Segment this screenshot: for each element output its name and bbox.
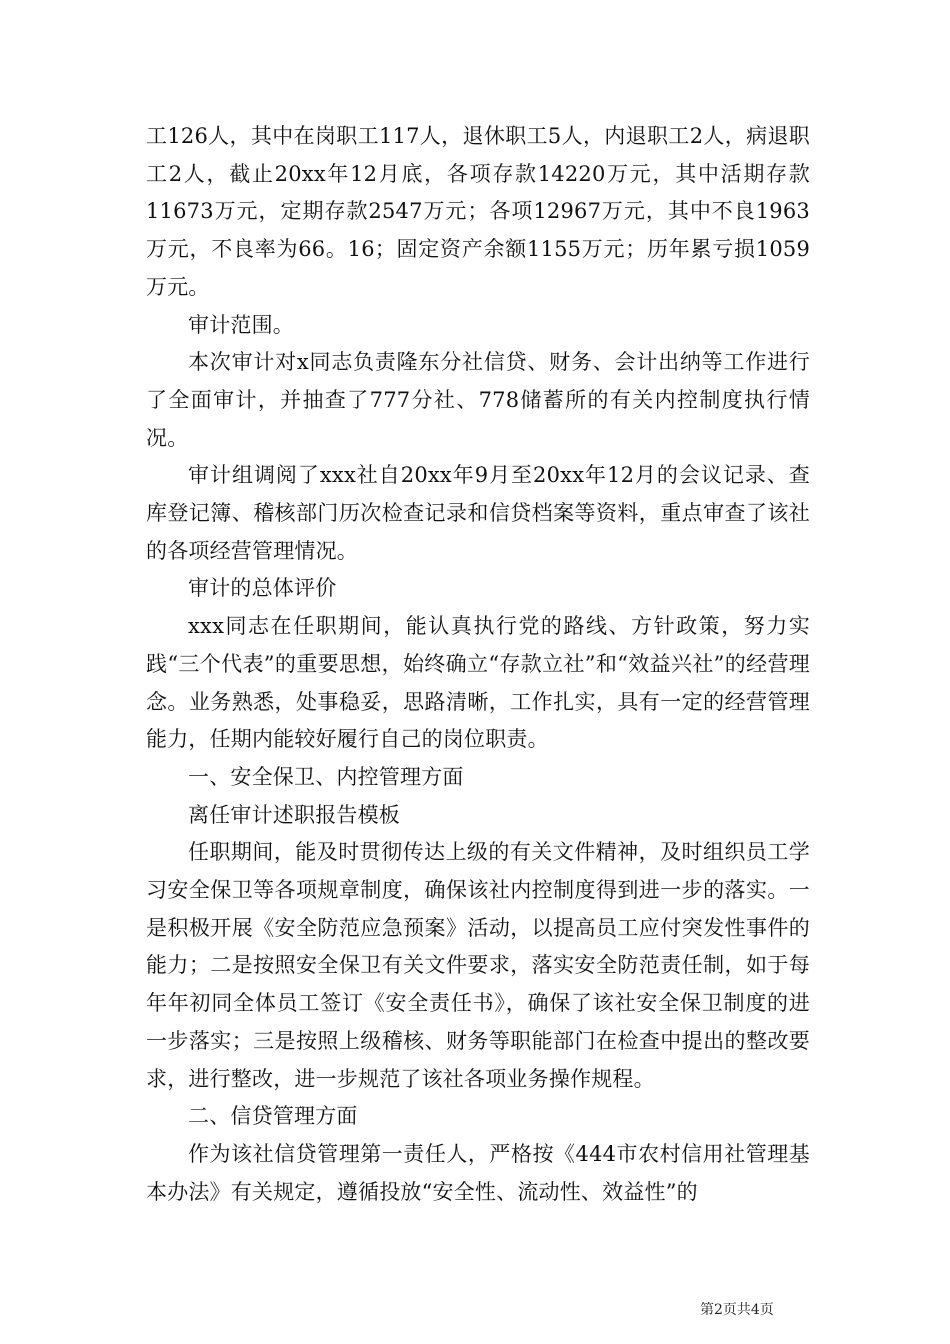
paragraph-security-measures: 任职期间，能及时贯彻传达上级的有关文件精神，及时组织员工学习安全保卫等各项规章制度，确保该社内控制度得到进一步的落实。一是积极开展《安全防范应急预案》活动，以提高员工应付突发性事件的能力；二是按照安全保卫有关文件要求，落实安全防范责任制，如于每年年初同全体员工签订《安全责任书》，确保了该社安全保卫制度的进一步落实；三是按照上级稽核、财务等职能部门在检查中提出的整改要求，进行整改，进一步规范了该社各项业务操作规程。	[146, 840, 810, 1091]
paragraph-credit-management: 作为该社信贷管理第一责任人，严格按《444市农村信用社管理基本办法》有关规定，遵循投放“安全性、流动性、效益性”的	[146, 1141, 810, 1204]
paragraph-overall-evaluation: xxx同志在任职期间，能认真执行党的路线、方针政策，努力实践“三个代表”的重要思想，始终确立“存款立社”和“效益兴社”的经营理念。业务熟悉，处事稳妥，思路清晰，工作扎实，具有一定的经营管理能力，任期内能较好履行自己的岗位职责。	[146, 614, 810, 752]
heading-audit-scope: 审计范围。	[188, 312, 294, 337]
heading-credit-management: 二、信贷管理方面	[188, 1104, 358, 1129]
paragraph-staff-and-deposits: 工126人，其中在岗职工117人，退休职工5人，内退职工2人，病退职工2人，截止20xx年12月底，各项存款14220万元，其中活期存款11673万元，定期存款2547万元；各项12967万元，其中不良1963万元，不良率为66。16；固定资产余额1155万元；历年累亏损1059万元。	[146, 124, 810, 299]
document-body	[146, 118, 810, 1211]
paragraph-audit-review: 审计组调阅了xxx社自20xx年9月至20xx年12月的会议记录、查库登记簿、稽核部门历次检查记录和信贷档案等资料，重点审查了该社的各项经营管理情况。	[146, 463, 810, 563]
heading-security-internal-control: 一、安全保卫、内控管理方面	[188, 764, 464, 789]
paragraph-audit-coverage: 本次审计对x同志负责隆东分社信贷、财务、会计出纳等工作进行了全面审计，并抽查了777分社、778储蓄所的有关内控制度执行情况。	[146, 350, 810, 450]
page-number-footer: 第2页共4页	[700, 1302, 774, 1318]
heading-overall-evaluation: 审计的总体评价	[188, 576, 337, 601]
heading-report-template: 离任审计述职报告模板	[188, 802, 400, 827]
